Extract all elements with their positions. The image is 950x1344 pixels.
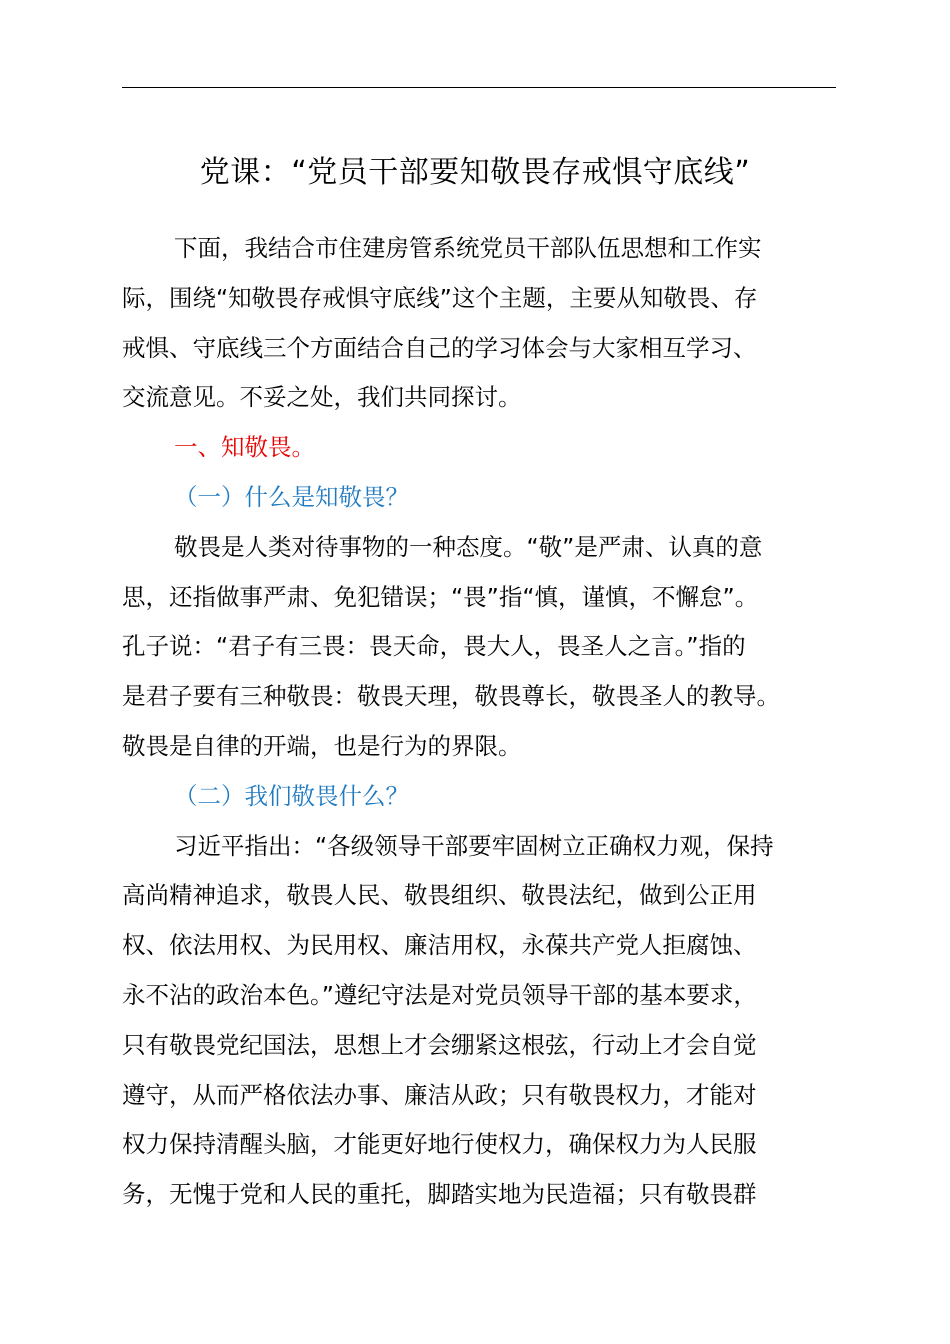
paragraph-2-line-1: 敬畏是人类对待事物的一种态度。“敬”是严肃、认真的意 bbox=[174, 532, 763, 561]
section-heading-1: 一、知敬畏。 bbox=[174, 433, 315, 462]
subsection-heading-2: （二）我们敬畏什么？ bbox=[174, 781, 409, 810]
paragraph-3-line-1: 习近平指出：“各级领导干部要牢固树立正确权力观，保持 bbox=[174, 831, 774, 860]
paragraph-3-line-6: 遵守，从而严格依法办事、廉洁从政；只有敬畏权力，才能对 bbox=[122, 1080, 757, 1109]
document-title: 党课：“党员干部要知敬畏存戒惧守底线” bbox=[199, 155, 751, 190]
paragraph-3-line-8: 务，无愧于党和人民的重托，脚踏实地为民造福；只有敬畏群 bbox=[122, 1180, 757, 1209]
intro-paragraph-line-3: 戒惧、守底线三个方面结合自己的学习体会与大家相互学习、 bbox=[122, 333, 757, 362]
document-body bbox=[122, 224, 852, 1220]
header-rule bbox=[122, 87, 836, 88]
paragraph-3-line-5: 只有敬畏党纪国法，思想上才会绷紧这根弦，行动上才会自觉 bbox=[122, 1030, 757, 1059]
intro-paragraph-line-1: 下面，我结合市住建房管系统党员干部队伍思想和工作实 bbox=[174, 234, 762, 262]
paragraph-2-line-5: 敬畏是自律的开端，也是行为的界限。 bbox=[122, 731, 522, 760]
intro-paragraph-line-2: 际，围绕“知敬畏存戒惧守底线”这个主题，主要从知敬畏、存 bbox=[122, 283, 758, 312]
paragraph-2-line-3: 孔子说：“君子有三畏：畏天命，畏大人，畏圣人之言。”指的 bbox=[122, 632, 746, 661]
paragraph-3-line-2: 高尚精神追求，敬畏人民、敬畏组织、敬畏法纪，做到公正用 bbox=[122, 881, 757, 910]
paragraph-3-line-7: 权力保持清醒头脑，才能更好地行使权力，确保权力为人民服 bbox=[122, 1130, 757, 1159]
paragraph-3-line-3: 权、依法用权、为民用权、廉洁用权，永葆共产党人拒腐蚀、 bbox=[122, 931, 757, 960]
paragraph-2-line-2: 思，还指做事严肃、免犯错误；“畏”指“慎，谨慎，不懈怠”。 bbox=[122, 582, 759, 611]
paragraph-3-line-4: 永不沾的政治本色。”遵纪守法是对党员领导干部的基本要求， bbox=[122, 980, 757, 1009]
paragraph-2-line-4: 是君子要有三种敬畏：敬畏天理，敬畏尊长，敬畏圣人的教导。 bbox=[122, 682, 780, 711]
subsection-heading-1: （一）什么是知敬畏？ bbox=[174, 482, 409, 511]
intro-paragraph-line-4: 交流意见。不妥之处，我们共同探讨。 bbox=[122, 383, 522, 412]
